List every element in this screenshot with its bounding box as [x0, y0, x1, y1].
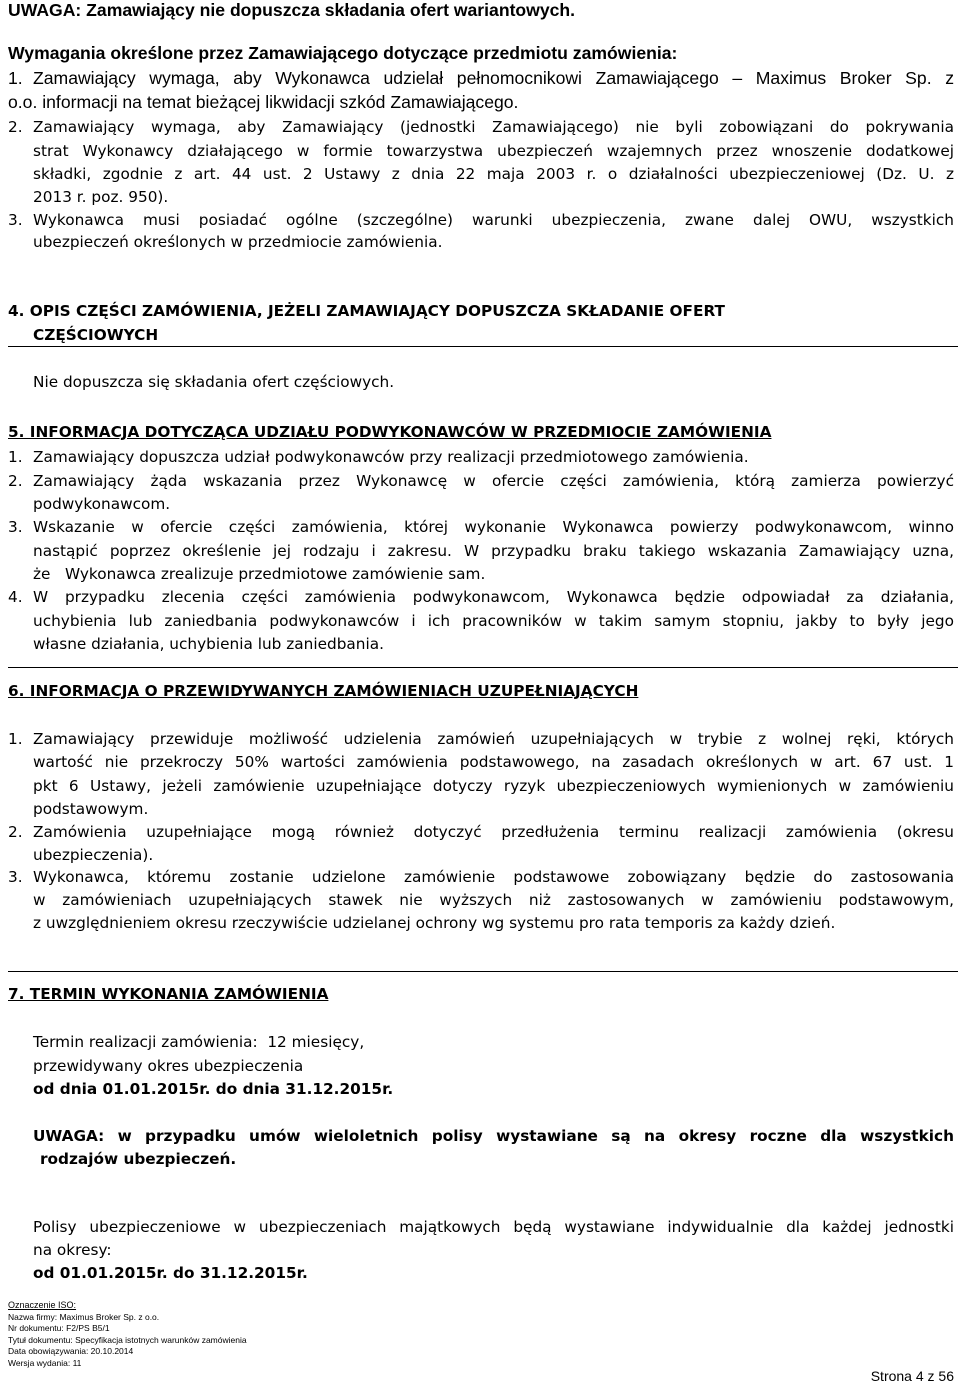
requirements-item-2-number: 2.: [8, 118, 23, 136]
requirements-item-1-number: 1.: [8, 68, 23, 88]
section-6-item-3-line-1: Wykonawca, któremu zostanie udzielone zamówienie podstawowe zobowiązany będzie do zastosowania: [33, 868, 954, 886]
section-5-item-1-line-1: Zamawiający dopuszcza udział podwykonawców przy realizacji przedmiotowego zamówienia.: [33, 448, 749, 466]
requirements-item-2-line-1: Zamawiający wymaga, aby Zamawiający (jednostki Zamawiającego) nie byli zobowiązani do pokrywania: [33, 118, 954, 136]
section-5-item-4-line-1: W przypadku zlecenia części zamówienia podwykonawcom, Wykonawca będzie odpowiadał za działania,: [33, 588, 954, 606]
section-6-item-1-line-3: pkt 6 Ustawy, jeżeli zamówienie uzupełniające dotyczy ryzyk ubezpieczeniowych wymienionych w zamówieniu: [33, 777, 954, 795]
policy-period-dates: od 01.01.2015r. do 31.12.2015r.: [33, 1264, 308, 1282]
variant-offers-notice: UWAGA: Zamawiający nie dopuszcza składania ofert wariantowych.: [8, 0, 576, 20]
term-duration: Termin realizacji zamówienia: 12 miesięcy,: [33, 1033, 365, 1051]
section-5-item-4-number: 4.: [8, 588, 23, 606]
policy-note-line-1: Polisy ubezpieczeniowe w ubezpieczeniach majątkowych będą wystawiane indywidualnie dla każdej jednostki: [33, 1218, 954, 1236]
section-6-item-3-number: 3.: [8, 868, 23, 886]
section-5-item-3-line-3: że Wykonawca zrealizuje przedmiotowe zamówienie sam.: [33, 565, 486, 583]
section-5-item-3-line-2: nastąpić poprzez określenie jej rodzaju i zakresu. W przypadku braku takiego wskazania Zamawiający uzna,: [33, 542, 954, 560]
section-5-item-4-line-3: własne działania, uchybienia lub zaniedbania.: [33, 635, 384, 653]
requirements-item-2-line-2: strat Wykonawcy działającego w formie towarzystwa ubezpieczeń wzajemnych przez wnoszenie dodatkowej: [33, 142, 954, 160]
page-number: Strona 4 z 56: [870, 1368, 954, 1384]
section-5-item-3-number: 3.: [8, 518, 23, 536]
footer-date: Data obowiązywania: 20.10.2014: [8, 1346, 134, 1357]
section-5-item-2-number: 2.: [8, 472, 23, 490]
section-5-title: 5. INFORMACJA DOTYCZĄCA UDZIAŁU PODWYKONAWCÓW W PRZEDMIOCIE ZAMÓWIENIA: [8, 423, 772, 441]
section-5-divider: [8, 667, 958, 668]
section-4-divider: [8, 346, 958, 347]
section-4-title-line-1: 4. OPIS CZĘŚCI ZAMÓWIENIA, JEŻELI ZAMAWIAJĄCY DOPUSZCZA SKŁADANIE OFERT: [8, 302, 725, 320]
section-5-item-2-line-1: Zamawiający żąda wskazania przez Wykonawcę w ofercie części zamówienia, którą zamierza powierzyć: [33, 472, 954, 490]
footer-doc-number: Nr dokumentu: F2/PS B5/1: [8, 1323, 110, 1334]
section-6-item-1-line-4: podstawowym.: [33, 800, 149, 818]
insurance-period-dates: od dnia 01.01.2015r. do dnia 31.12.2015r.: [33, 1080, 394, 1098]
section-6-item-2-line-2: ubezpieczenia).: [33, 846, 154, 864]
section-6-item-3-line-3: z uwzględnieniem okresu rzeczywiście udzielanej ochrony wg systemu pro rata temporis za każdy dzień.: [33, 914, 836, 932]
section-5-item-1-number: 1.: [8, 448, 23, 466]
footer-doc-title: Tytuł dokumentu: Specyfikacja istotnych warunków zamówienia: [8, 1334, 247, 1345]
section-6-item-1-number: 1.: [8, 730, 23, 748]
section-5-item-3-line-1: Wskazanie w ofercie części zamówienia, której wykonanie Wykonawca powierzy podwykonawcom, winno: [33, 518, 954, 536]
section-4-body: Nie dopuszcza się składania ofert częściowych.: [33, 373, 395, 391]
requirements-item-3-number: 3.: [8, 211, 23, 229]
multiyear-notice-line-1: UWAGA: w przypadku umów wieloletnich polisy wystawiane są na okresy roczne dla wszystkich: [33, 1127, 954, 1145]
policy-note-line-2: na okresy:: [33, 1241, 112, 1259]
section-4-title-line-2: CZĘŚCIOWYCH: [33, 326, 159, 344]
section-5-item-2-line-2: podwykonawcom.: [33, 495, 171, 513]
section-6-item-2-number: 2.: [8, 823, 23, 841]
requirements-item-3-line-2: ubezpieczeń określonych w przedmiocie zamówienia.: [33, 233, 443, 251]
section-6-title: 6. INFORMACJA O PRZEWIDYWANYCH ZAMÓWIENIACH UZUPEŁNIAJĄCYCH: [8, 682, 639, 700]
insurance-period-label: przewidywany okres ubezpieczenia: [33, 1057, 304, 1075]
document-footer: [8, 1300, 247, 1370]
requirements-item-2-line-3: składki, zgodnie z art. 44 ust. 2 Ustawy z dnia 22 maja 2003 r. o działalności ubezpieczeniowej (Dz. U. z: [33, 165, 954, 183]
requirements-item-2-line-4: 2013 r. poz. 950).: [33, 188, 169, 206]
section-6-item-1-line-1: Zamawiający przewiduje możliwość udzielenia zamówień uzupełniających w trybie z wolnej ręki, których: [33, 730, 954, 748]
requirements-item-1-line-1: Zamawiający wymaga, aby Wykonawca udzielał pełnomocnikowi Zamawiającego – Maximus Broker Sp. z: [33, 68, 954, 88]
section-5-item-4-line-2: uchybienia lub zaniedbania podwykonawców i ich pracowników w takim samym stopniu, jakby to były jego: [33, 612, 954, 630]
requirements-item-3-line-1: Wykonawca musi posiadać ogólne (szczególne) warunki ubezpieczenia, zwane dalej OWU, wszystkich: [33, 211, 954, 229]
section-6-item-2-line-1: Zamówienia uzupełniające mogą również dotyczyć przedłużenia terminu realizacji zamówienia (okresu: [33, 823, 954, 841]
iso-label: Oznaczenie ISO:: [8, 1300, 77, 1310]
footer-company: Nazwa firmy: Maximus Broker Sp. z o.o.: [8, 1311, 160, 1322]
section-7-title: 7. TERMIN WYKONANIA ZAMÓWIENIA: [8, 985, 329, 1003]
requirements-item-1-line-2: o.o. informacji na temat bieżącej likwidacji szkód Zamawiającego.: [8, 92, 519, 112]
section-6-item-1-line-2: wartość nie przekroczy 50% wartości zamówienia podstawowego, na zasadach określonych w art. 67 ust. 1: [33, 753, 954, 771]
section-6-item-3-line-2: w zamówieniach uzupełniających stawek nie wyższych niż zastosowanych w zamówieniu podstawowym,: [33, 891, 954, 909]
footer-version: Wersja wydania: 11: [8, 1357, 82, 1368]
requirements-heading: Wymagania określone przez Zamawiającego dotyczące przedmiotu zamówienia:: [8, 43, 678, 63]
section-6-divider: [8, 971, 958, 972]
multiyear-notice-line-2: rodzajów ubezpieczeń.: [40, 1150, 237, 1168]
